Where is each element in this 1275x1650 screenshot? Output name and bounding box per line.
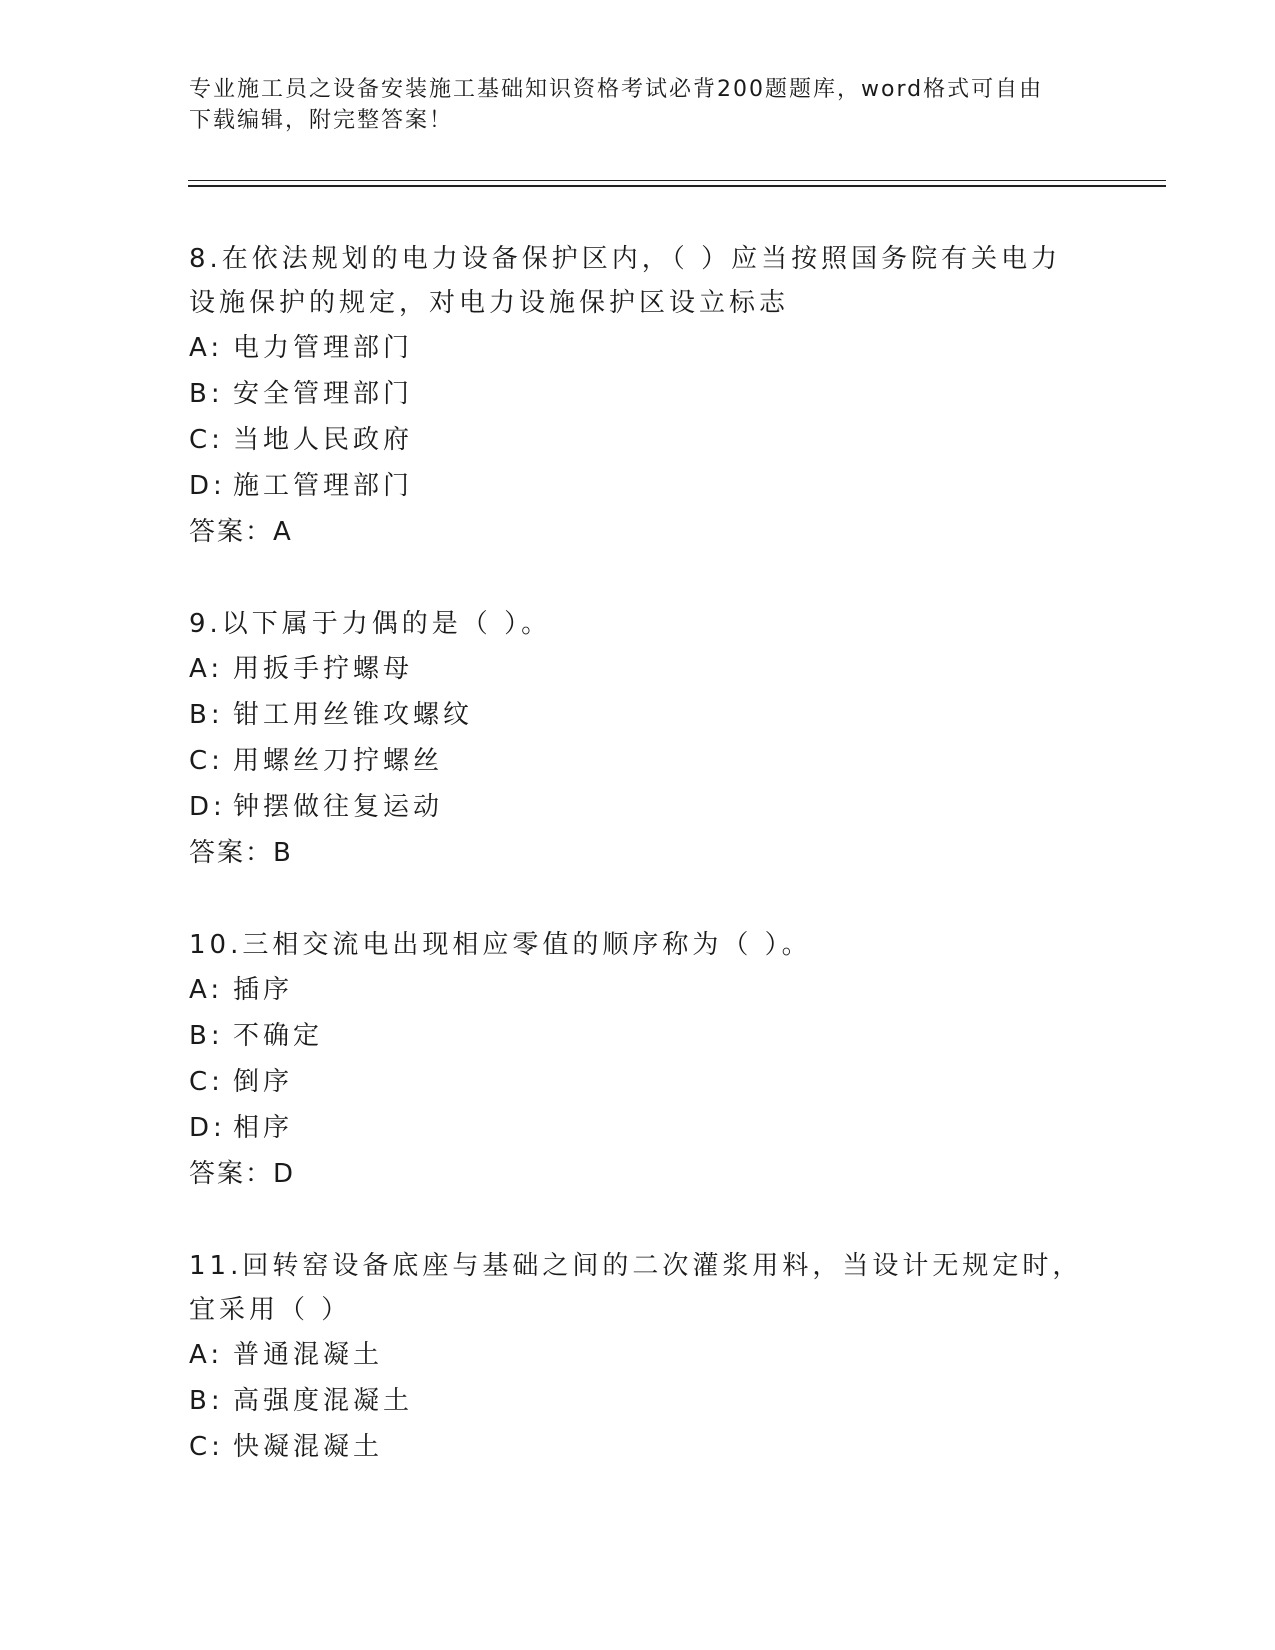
option-letter: C: xyxy=(189,1067,224,1097)
option-letter: C: xyxy=(189,425,224,455)
option-letter: D: xyxy=(189,1113,226,1143)
option-letter: A: xyxy=(189,333,224,363)
option-letter: C: xyxy=(189,746,224,776)
option-text: 相序 xyxy=(233,1113,294,1143)
option-text: 施工管理部门 xyxy=(233,471,414,501)
header-line-1: 专业施工员之设备安装施工基础知识资格考试必背200题题库，word格式可自由 xyxy=(189,77,1044,102)
question-list xyxy=(189,237,1089,1517)
option-text: 电力管理部门 xyxy=(233,333,414,363)
answer-option xyxy=(189,463,1089,509)
option-text: 不确定 xyxy=(233,1021,324,1051)
answer-option xyxy=(189,1378,1089,1424)
option-text: 钳工用丝锥攻螺纹 xyxy=(233,700,474,730)
header-divider-thick xyxy=(188,185,1166,187)
answer-option xyxy=(189,325,1089,371)
option-letter: A: xyxy=(189,975,224,1005)
document-header xyxy=(189,74,1069,136)
question-block xyxy=(189,237,1089,555)
question-stem: 11.回转窑设备底座与基础之间的二次灌浆用料，当设计无规定时，宜采用（ ） xyxy=(189,1251,1083,1325)
option-text: 用螺丝刀拧螺丝 xyxy=(233,746,444,776)
option-letter: A: xyxy=(189,654,224,684)
option-text: 普通混凝土 xyxy=(233,1340,384,1370)
option-text: 用扳手拧螺母 xyxy=(233,654,414,684)
answer-option xyxy=(189,1332,1089,1378)
answer-option xyxy=(189,646,1089,692)
answer-option xyxy=(189,417,1089,463)
option-letter: B: xyxy=(189,700,224,730)
option-text: 高强度混凝土 xyxy=(233,1386,414,1416)
question-stem: 10.三相交流电出现相应零值的顺序称为（ ）。 xyxy=(189,930,812,960)
question-block xyxy=(189,923,1089,1197)
answer-option xyxy=(189,784,1089,830)
answer-option xyxy=(189,371,1089,417)
option-text: 插序 xyxy=(233,975,294,1005)
option-text: 倒序 xyxy=(233,1067,294,1097)
question-stem: 9.以下属于力偶的是（ ）。 xyxy=(189,609,552,639)
answer-option xyxy=(189,967,1089,1013)
answer-option xyxy=(189,1424,1089,1470)
answer-key: 答案：B xyxy=(189,838,293,868)
option-letter: B: xyxy=(189,1386,224,1416)
answer-key: 答案：A xyxy=(189,517,293,547)
answer-key: 答案：D xyxy=(189,1159,296,1189)
question-block xyxy=(189,1244,1089,1470)
header-divider-thin xyxy=(188,180,1166,181)
option-text: 快凝混凝土 xyxy=(233,1432,384,1462)
option-text: 安全管理部门 xyxy=(233,379,414,409)
option-letter: B: xyxy=(189,379,224,409)
question-block xyxy=(189,602,1089,876)
option-letter: D: xyxy=(189,471,226,501)
option-text: 钟摆做往复运动 xyxy=(233,792,444,822)
option-letter: C: xyxy=(189,1432,224,1462)
answer-option xyxy=(189,738,1089,784)
option-letter: A: xyxy=(189,1340,224,1370)
answer-option xyxy=(189,692,1089,738)
option-letter: B: xyxy=(189,1021,224,1051)
answer-option xyxy=(189,1013,1089,1059)
answer-option xyxy=(189,1059,1089,1105)
option-letter: D: xyxy=(189,792,226,822)
question-stem: 8.在依法规划的电力设备保护区内，（ ）应当按照国务院有关电力设施保护的规定，对电力设施保护区设立标志 xyxy=(189,244,1062,318)
header-line-2: 下载编辑，附完整答案！ xyxy=(189,108,454,133)
answer-option xyxy=(189,1105,1089,1151)
option-text: 当地人民政府 xyxy=(233,425,414,455)
